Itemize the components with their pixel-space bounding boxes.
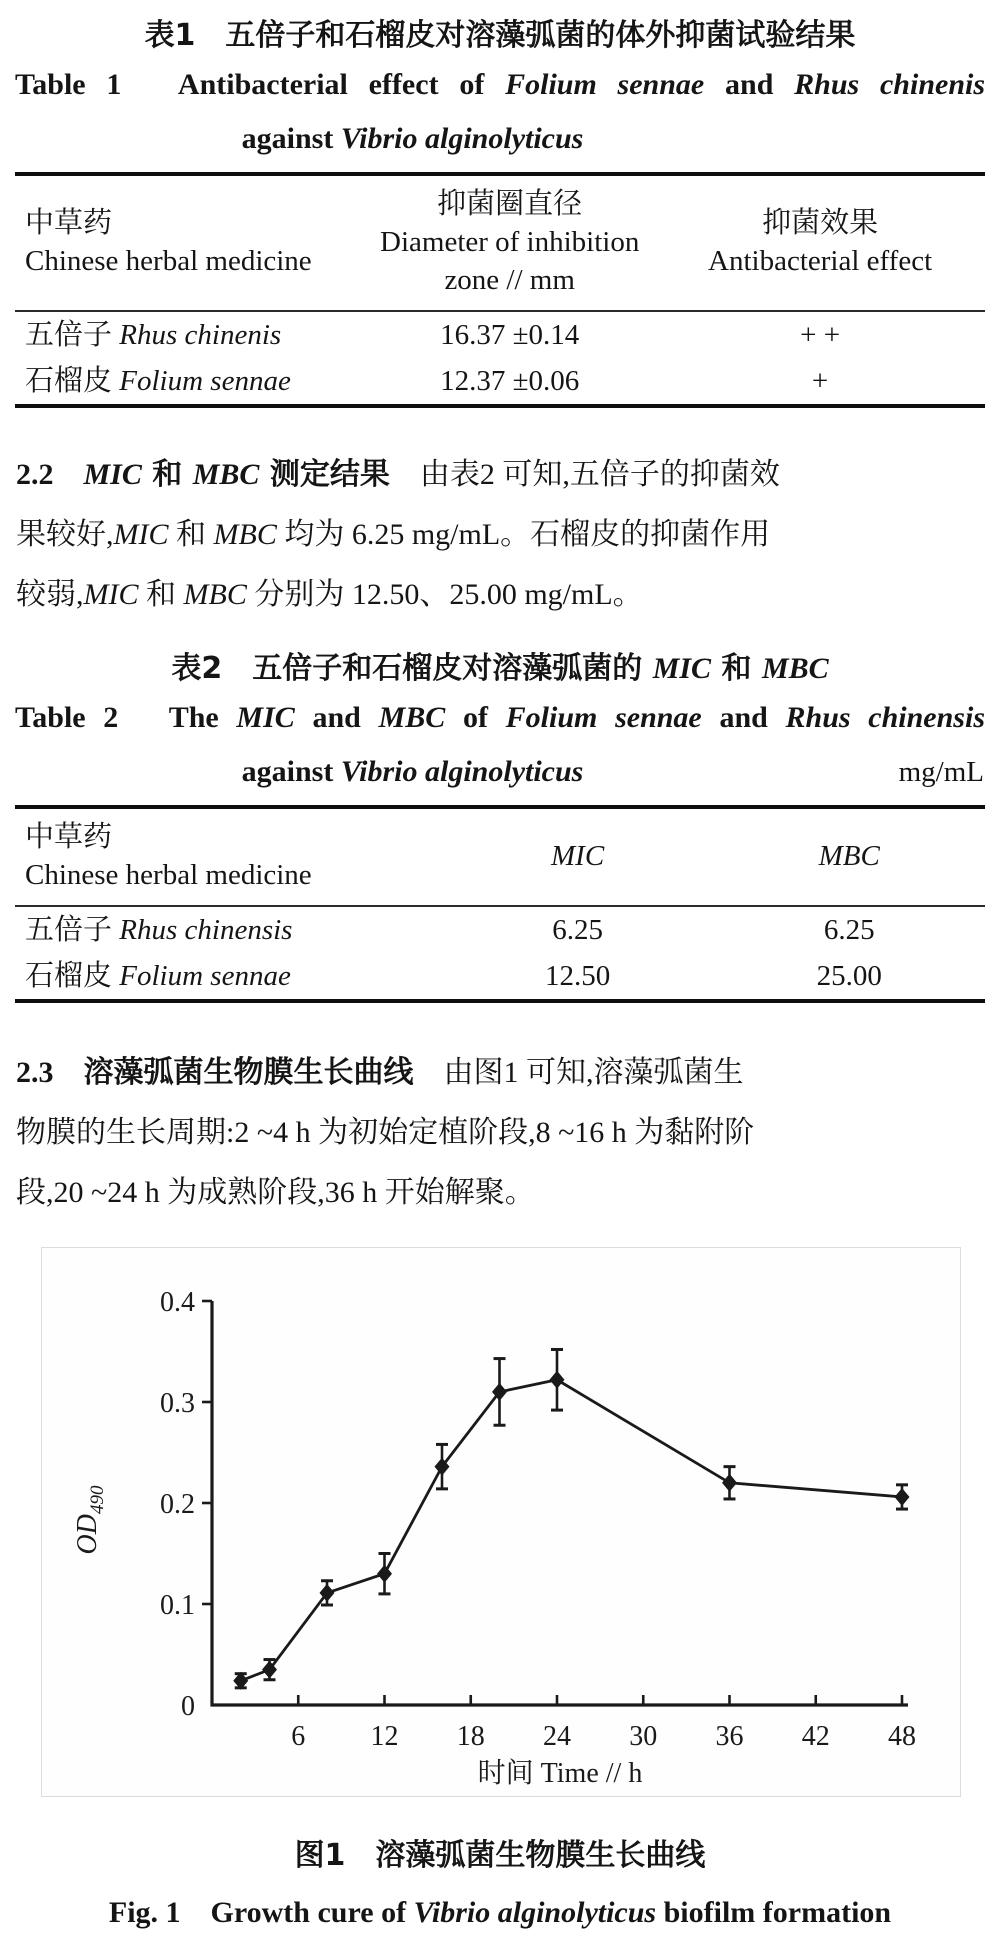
- data-point-marker: [550, 1371, 565, 1389]
- table1-caption-en-line2: against Vibrio alginolyticus: [241, 122, 584, 155]
- header-line: 中草药: [25, 207, 113, 239]
- paragraph-line: 2.2 MIC 和 MBC 测定结果 由表2 可知,五倍子的抑菌效: [16, 457, 780, 492]
- table1-header-herb: [15, 174, 364, 311]
- x-tick-label: 12: [370, 1721, 399, 1752]
- data-point-marker: [722, 1474, 737, 1492]
- table2-row-1: [15, 906, 985, 953]
- table1-caption-en-line1: Table 1 Antibacterial effect of Folium sennae and Rhus chinenis: [15, 68, 986, 101]
- header-line: 中草药: [25, 821, 113, 853]
- table2-caption-en-line1: Table 2 The MIC and MBC of Folium sennae and Rhus chinensis: [15, 701, 985, 734]
- table1-header-row: [15, 174, 985, 311]
- header-line: zone // mm: [444, 264, 575, 296]
- axes: [212, 1301, 908, 1705]
- effect-cell: + +: [800, 319, 841, 351]
- table1-header-diameter: [364, 174, 655, 311]
- table2-caption-cn: 表2 五倍子和石榴皮对溶藻弧菌的 MIC 和 MBC: [171, 651, 829, 686]
- unit-label: mg/mL: [898, 756, 984, 788]
- herb-name-cell: 石榴皮 Folium sennae: [25, 365, 291, 397]
- herb-name-cell: 石榴皮 Folium sennae: [25, 960, 291, 992]
- data-point-marker: [895, 1488, 910, 1506]
- x-tick-label: 30: [629, 1721, 658, 1752]
- table1: [15, 172, 985, 408]
- x-axis-label: 时间 Time // h: [477, 1758, 643, 1789]
- x-tick-label: 6: [291, 1721, 306, 1752]
- table1-header-effect: [655, 174, 985, 311]
- line-chart-canvas: [42, 1248, 960, 1796]
- y-tick-label: 0.2: [160, 1489, 195, 1520]
- table2-caption-en-line2: [0, 745, 1000, 799]
- y-tick-label: 0.1: [160, 1590, 195, 1621]
- paragraph-line: 2.3 溶藻弧菌生物膜生长曲线 由图1 可知,溶藻弧菌生: [16, 1055, 744, 1090]
- mic-cell: 12.50: [544, 960, 611, 992]
- data-point-marker: [377, 1565, 392, 1583]
- paragraph-line: 段,20 ~24 h 为成熟阶段,36 h 开始解聚。: [16, 1176, 535, 1209]
- effect-cell: +: [811, 365, 829, 397]
- diameter-cell: 16.37 ±0.14: [440, 319, 580, 351]
- header-line: 抑菌效果: [762, 207, 879, 239]
- y-tick-label: 0: [181, 1691, 195, 1722]
- table1-row-2: [15, 358, 985, 406]
- y-tick-label: 0.4: [160, 1287, 195, 1318]
- header-line: 抑菌圈直径: [437, 188, 583, 220]
- header-line: Antibacterial effect: [708, 245, 933, 277]
- herb-name-cell: 五倍子 Rhus chinensis: [25, 914, 293, 946]
- table2: [15, 805, 985, 1003]
- table2-header-mic: MIC: [442, 807, 714, 906]
- herb-name-cell: 五倍子 Rhus chinenis: [25, 319, 282, 351]
- figure1-caption-en: Fig. 1 Growth cure of Vibrio alginolyticus biofilm formation: [108, 1896, 892, 1929]
- y-tick-label: 0.3: [160, 1388, 195, 1419]
- table1-caption-cn: 表1 五倍子和石榴皮对溶藻弧菌的体外抑菌试验结果: [144, 18, 856, 53]
- table2-header-mbc: MBC: [713, 807, 985, 906]
- table2-row-2: [15, 953, 985, 1001]
- y-axis-label: $OD_{490}$: [72, 1485, 108, 1555]
- x-tick-label: 24: [543, 1721, 571, 1752]
- paragraph-line: 较弱,MIC 和 MBC 分别为 12.50、25.00 mg/mL。: [16, 578, 643, 611]
- header-line: Diameter of inhibition: [380, 226, 640, 258]
- growth-curve-line: [241, 1380, 902, 1681]
- header-line: Chinese herbal medicine: [25, 245, 312, 277]
- table2-header-row: [15, 807, 985, 906]
- mbc-cell: 25.00: [816, 960, 882, 992]
- section-2-3-paragraph: [16, 1043, 984, 1223]
- figure1-biofilm-growth-chart: [41, 1247, 961, 1797]
- mbc-cell: 6.25: [823, 914, 875, 946]
- paragraph-line: 果较好,MIC 和 MBC 均为 6.25 mg/mL。石榴皮的抑菌作用: [16, 518, 771, 551]
- figure1-caption-cn: 图1 溶藻弧菌生物膜生长曲线: [294, 1838, 706, 1873]
- x-tick-label: 42: [801, 1721, 830, 1752]
- caption-text: against Vibrio alginolyticus: [241, 755, 584, 788]
- table2-header-herb: [15, 807, 442, 906]
- x-tick-label: 48: [888, 1721, 916, 1752]
- table1-row-1: [15, 311, 985, 358]
- diameter-cell: 12.37 ±0.06: [440, 365, 580, 397]
- header-line: Chinese herbal medicine: [25, 859, 312, 891]
- paragraph-line: 物膜的生长周期:2 ~4 h 为初始定植阶段,8 ~16 h 为黏附阶: [16, 1116, 755, 1149]
- x-tick-label: 18: [456, 1721, 485, 1752]
- mic-cell: 6.25: [552, 914, 603, 946]
- section-2-2-paragraph: [16, 445, 984, 625]
- x-tick-label: 36: [715, 1721, 744, 1752]
